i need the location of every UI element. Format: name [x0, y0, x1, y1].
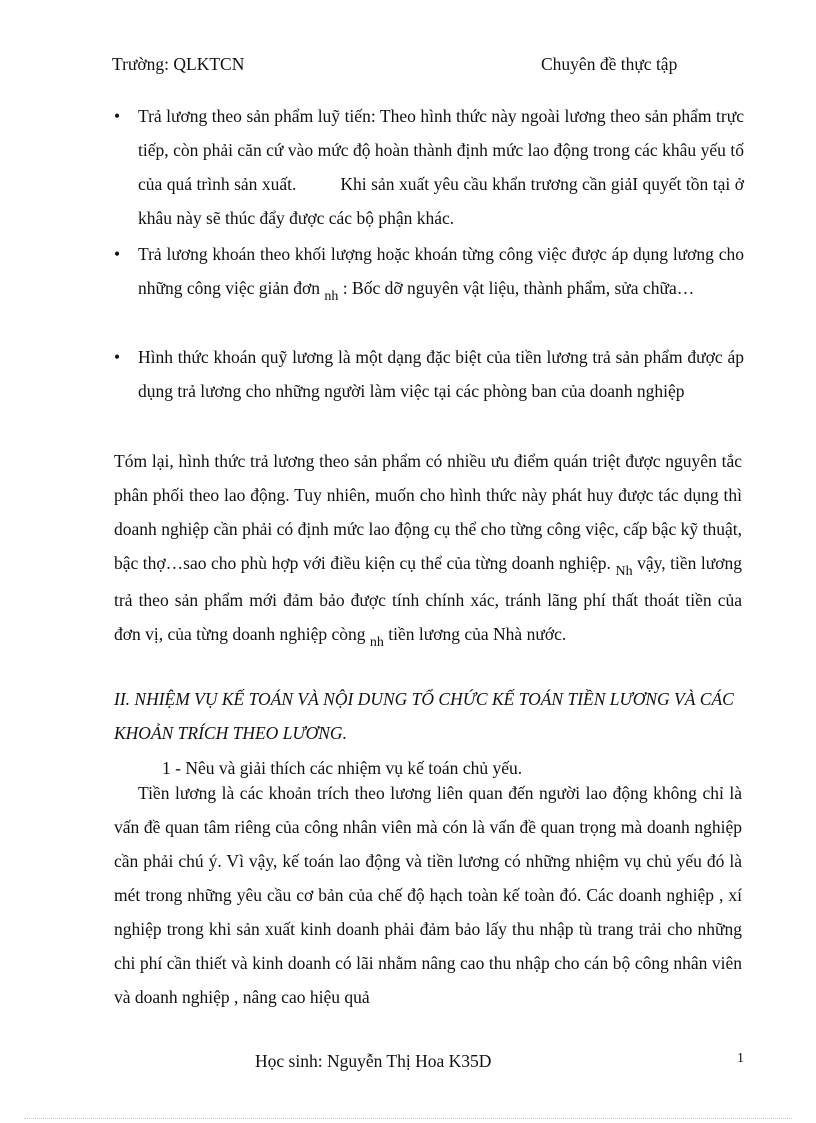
header-title: Chuyên đề thực tập: [541, 54, 678, 74]
page-divider: [24, 1118, 792, 1119]
bullet-text-small: nh: [324, 289, 339, 304]
bullet-item: [114, 340, 744, 408]
bullet-icon: •: [114, 106, 121, 126]
section-heading: II. NHIỆM VỤ KẾ TOÁN VÀ NỘI DUNG TỔ CHỨC KẾ TOÁN TIỀN LƯƠNG VÀ CÁC KHOẢN TRÍCH THEO LƯƠNG.: [114, 689, 734, 743]
bullet-item: [114, 99, 744, 235]
summary-part: tiền lương của Nhà nước.: [388, 624, 567, 644]
bullet-text-part: Trả lương khoán theo khối lượng hoặc khoán từng công việc được áp dụng lương cho những công việc giản đơn: [138, 244, 744, 298]
subheading: 1 - Nêu và giải thích các nhiệm vụ kế toán chủ yếu.: [162, 758, 523, 778]
bullet-text-part: Trả lương theo sản phẩm luỹ tiến: Theo hình thức này ngoài lương theo sản phẩm trực tiếp, còn phải căn cứ vào mức độ hoàn thành định mức lao động trong các khâu yếu tố của quá trình sản xuất.: [138, 106, 744, 194]
bullet-icon: •: [114, 244, 121, 264]
summary-small: nh: [369, 635, 384, 650]
summary-small: Nh: [615, 564, 633, 579]
page-number: 1: [737, 1051, 744, 1066]
bullet-item: [114, 237, 744, 308]
bullet-text-part: Khi sản xuất yêu cầu khẩn trương cần giảI quyết tồn tại ở khâu này sẽ thúc đẩy được các bộ phận khác.: [138, 174, 744, 228]
summary-part: vậy, tiền lương trả theo sản phẩm mới đảm bảo được tính chính xác, tránh lãng phí thất thoát tiền của đơn vị, của từng doanh nghiệp còng: [114, 553, 743, 644]
bullet-text: Hình thức khoán quỹ lương là một dạng đặc biệt của tiền lương trả sản phẩm được áp dụng trả lương cho những người làm việc tại các phòng ban của doanh nghiệp: [138, 347, 744, 401]
body-paragraph: Tiền lương là các khoản trích theo lương liên quan đến người lao động không chỉ là vấn đề quan tâm riêng của công nhân viên mà cón là vấn đề quan trọng mà doanh nghiệp cần phải chú ý. Vì vậy, kế toán lao động và tiền lương có những nhiệm vụ chủ yếu đó là mét trong những yêu cầu cơ bản của chế độ hạch toàn kế toàn đó. Các doanh nghiệp , xí nghiệp trong khi sản xuất kinh doanh phải đảm bảo lấy thu nhập tù trang trải cho những chi phí cần thiết và kinh doanh có lãi nhằm nâng cao thu nhập cho cán bộ công nhân viên và doanh nghiệp , nâng cao hiệu quả: [114, 783, 742, 1007]
bullet-icon: •: [114, 347, 121, 367]
footer-student: Học sinh: Nguyễn Thị Hoa K35D: [255, 1051, 492, 1071]
summary-part: Tóm lại, hình thức trả lương theo sản phẩm có nhiều ưu điểm quán triệt được nguyên tắc phân phối theo lao động. Tuy nhiên, muốn cho hình thức này phát huy được tác dụng thì doanh nghiệp cần phải có định mức lao động cụ thể cho từng công việc, cấp bậc kỹ thuật, bậc thợ…sao cho phù hợp với điều kiện cụ thể của từng doanh nghiệp.: [114, 451, 742, 573]
summary-paragraph: [114, 444, 742, 654]
header-school: Trường: QLKTCN: [112, 54, 245, 74]
bullet-text-part: : Bốc dỡ nguyên vật liệu, thành phẩm, sửa chữa…: [342, 278, 695, 298]
bullet-text: [114, 237, 744, 308]
bullet-text: [114, 99, 744, 235]
